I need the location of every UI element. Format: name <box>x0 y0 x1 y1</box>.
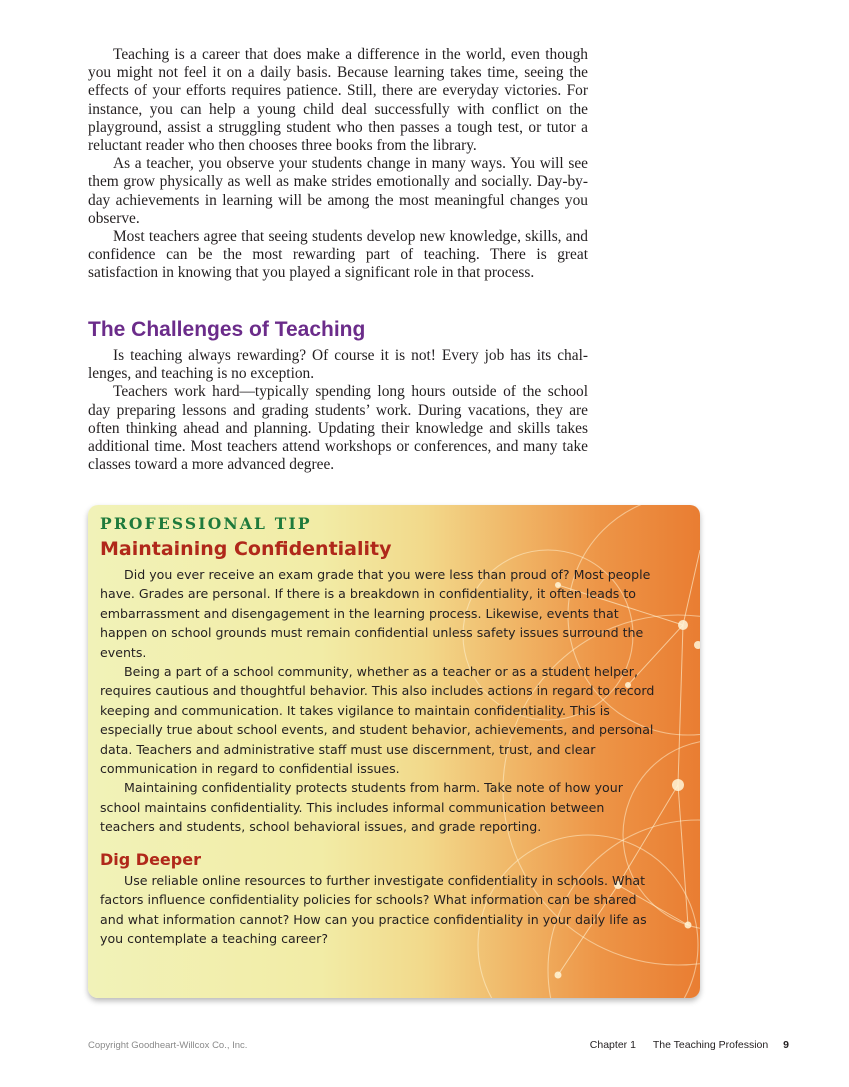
body-paragraph: Most teachers agree that seeing students develop new knowledge, skills, and confidence can be the most rewarding part of teaching. There is great satisfaction in knowing that you played a significant role in that process. <box>88 228 588 282</box>
body-paragraph: As a teacher, you observe your students change in many ways. You will see them grow physically as well as make strides emotionally and socially. Day-by-day achievements in learning will be among the most meaningful changes you observe. <box>88 155 588 227</box>
body-paragraph: Teaching is a career that does make a difference in the world, even though you might not feel it on a daily basis. Because learning takes time, seeing the effects of your efforts requires patience. Still, there are everyday victories. For instance, you can help a young child deal successfully with conflict on the playground, assist a struggling student who then passes a tough test, or tutor a reluctant reader who then chooses three books from the library. <box>88 46 588 155</box>
professional-tip-box <box>88 505 700 998</box>
page-number: 9 <box>783 1039 789 1051</box>
section-heading: The Challenges of Teaching <box>88 318 366 341</box>
dig-deeper-paragraph: Use reliable online resources to further investigate confidentiality in schools. What factors influence confidentiality policies for schools? What information can be shared and what information cannot? How can you practice confidentiality in your daily life as you contemplate a teaching career? <box>100 872 647 946</box>
tip-label: PROFESSIONAL TIP <box>100 514 312 533</box>
dig-deeper-heading: Dig Deeper <box>100 849 201 869</box>
footer-chapter-title: The Teaching Profession <box>652 1039 769 1051</box>
tip-title: Maintaining Confidentiality <box>100 538 392 560</box>
body-paragraph: Is teaching always rewarding? Of course it is not! Every job has its challenges, and teaching is no exception. <box>88 347 588 383</box>
footer-chapter: Chapter 1 <box>589 1039 636 1051</box>
tip-paragraph: Maintaining confidentiality protects students from harm. Take note of how your school maintains confidentiality. This includes informal communication between teachers and students, school behavioral issues, and grade reporting. <box>100 780 623 835</box>
footer-chapter-info <box>590 1039 789 1051</box>
tip-paragraph: Being a part of a school community, whether as a teacher or as a student helper, requires cautious and thoughtful behavior. This also includes actions in regard to record keeping and communication. It takes vigilance to maintain confidentiality. This is especially true about school events, and student behavior, achievements, and personal data. Teachers and administrative staff must use discernment, trust, and clear communication in regard to confidential issues. <box>100 664 655 777</box>
intro-section <box>88 46 588 283</box>
challenges-section <box>88 317 588 474</box>
tip-paragraph: Did you ever receive an exam grade that you were less than proud of? Most people have. Grades are personal. If there is a breakdown in confidentiality, it often leads to embarrassment and disengagement in the learning process. Likewise, events that happen on school grounds must remain confidential unless safety issues surround the events. <box>100 567 651 660</box>
tip-content <box>100 514 660 948</box>
body-paragraph: Teachers work hard—typically spending long hours outside of the school day preparing lessons and grading students’ work. During vacations, they are often thinking ahead and planning. Updating their knowledge and skills takes additional time. Most teachers attend workshops or conferences, and many take classes toward a more advanced degree. <box>88 383 588 474</box>
footer-copyright: Copyright Goodheart-Willcox Co., Inc. <box>88 1040 248 1051</box>
